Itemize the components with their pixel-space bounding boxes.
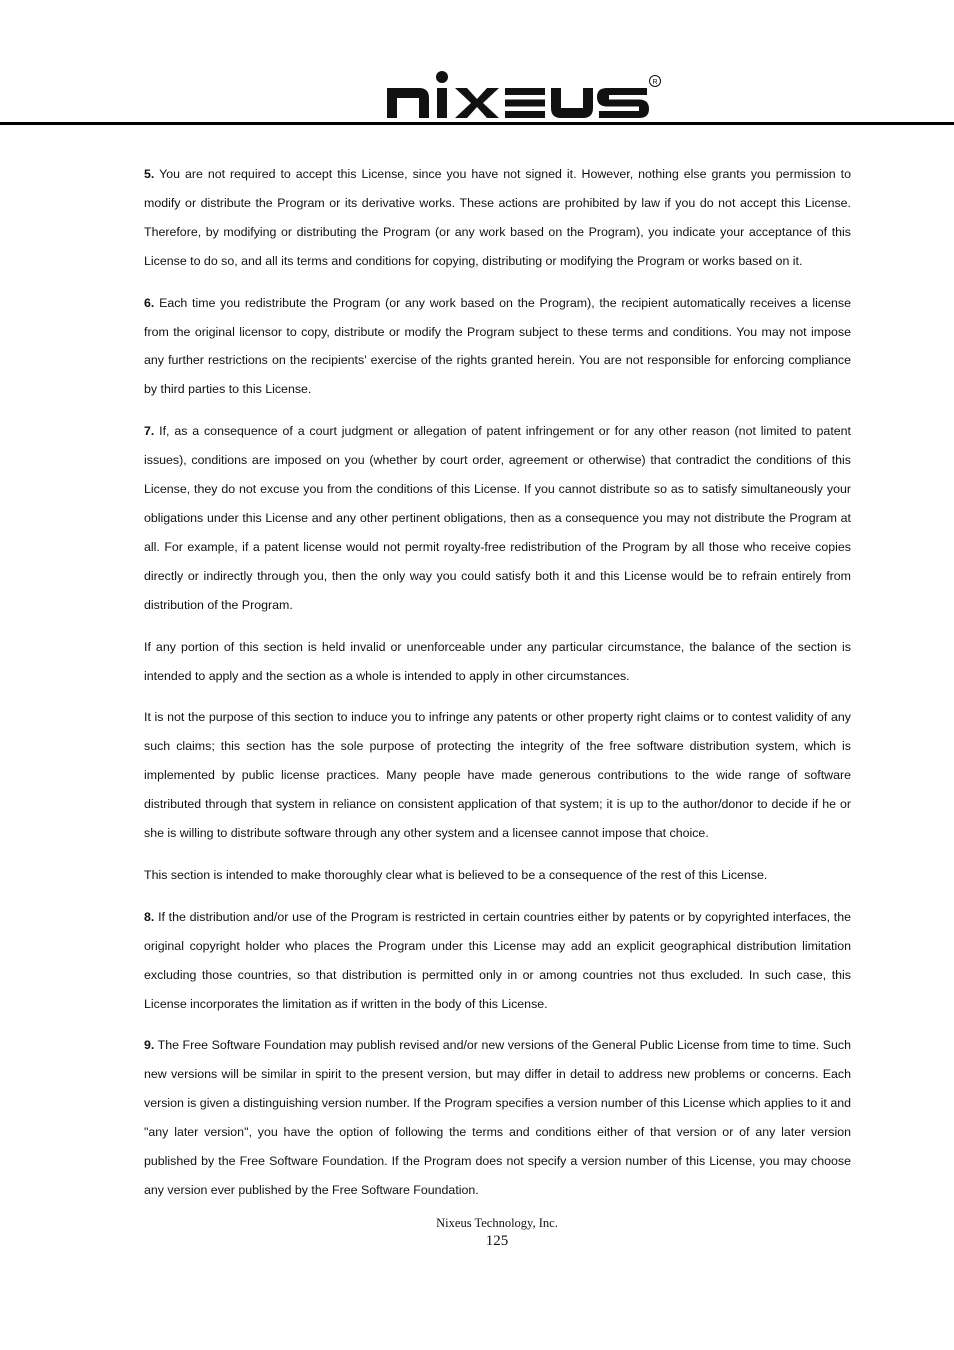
paragraph-section-9: [144, 1031, 851, 1204]
paragraph-text: Each time you redistribute the Program (or any work based on the Program), the recipient automatically receives a license from the original licensor to copy, distribute or modify the Program subject to these terms and conditions. You may not impose any further restrictions on the recipients' exercise of the rights granted herein. You are not responsible for enforcing compliance by third parties to this License.: [144, 295, 851, 397]
svg-text:R: R: [652, 79, 658, 86]
paragraph-section-6: [144, 289, 851, 405]
paragraph-section-7-purpose: [144, 703, 851, 848]
paragraph-text: It is not the purpose of this section to induce you to infringe any patents or other property right claims or to contest validity of any such claims; this section has the sole purpose of protecting the integrity of the free software distribution system, which is implemented by public license practices. Many people have made generous contributions to the wide range of software distributed through that system in reliance on consistent application of that system; it is up to the author/donor to decide if he or she is willing to distribute software through any other system and a licensee cannot impose that choice.: [144, 710, 851, 841]
registered-mark-icon: [650, 76, 661, 87]
header-divider: [0, 122, 954, 125]
paragraph-text: If any portion of this section is held invalid or unenforceable under any particular circumstance, the balance of the section is intended to apply and the section as a whole is intended to apply in other circumstances.: [144, 639, 851, 683]
license-body: [144, 160, 851, 1218]
paragraph-section-5: [144, 160, 851, 276]
nixeus-logo: [385, 68, 665, 122]
paragraph-section-7: [144, 417, 851, 619]
section-number: 6.: [144, 295, 155, 310]
section-number: 9.: [144, 1038, 155, 1053]
section-number: 7.: [144, 424, 155, 439]
paragraph-text: You are not required to accept this License, since you have not signed it. However, nothing else grants you permission to modify or distribute the Program or its derivative works. These actions are prohibited by law if you do not accept this License. Therefore, by modifying or distributing the Program (or any work based on the Program), you indicate your acceptance of this License to do so, and all its terms and conditions for copying, distributing or modifying the Program or works based on it.: [144, 167, 851, 268]
paragraph-text: The Free Software Foundation may publish revised and/or new versions of the General Public License from time to time. Such new versions will be similar in spirit to the present version, but may differ in detail to address new problems or concerns. Each version is given a distinguishing version number. If the Program specifies a version number of this License which applies to it and "any later version", you have the option of following the terms and conditions either of that version or of any later version published by the Free Software Foundation. If the Program does not specify a version number of this License, you may choose any version ever published by the Free Software Foundation.: [144, 1038, 851, 1197]
paragraph-section-7-invalid-portion: [144, 633, 851, 691]
paragraph-section-7-clarification: [144, 861, 851, 890]
page-header: [0, 0, 954, 128]
paragraph-text: If, as a consequence of a court judgment or allegation of patent infringement or for any other reason (not limited to patent issues), conditions are imposed on you (whether by court order, agreement or otherwise) that contradict the conditions of this License, they do not excuse you from the conditions of this License. If you cannot distribute so as to satisfy simultaneously your obligations under this License and any other pertinent obligations, then as a consequence you may not distribute the Program at all. For example, if a patent license would not permit royalty-free redistribution of the Program by all those who receive copies directly or indirectly through you, then the only way you could satisfy both it and this License would be to refrain entirely from distribution of the Program.: [144, 424, 851, 612]
section-number: 8.: [144, 909, 155, 924]
section-number: 5.: [144, 167, 155, 181]
paragraph-text: If the distribution and/or use of the Program is restricted in certain countries either by patents or by copyrighted interfaces, the original copyright holder who places the Program under this License may add an explicit geographical distribution limitation excluding those countries, so that distribution is permitted only in or among countries not thus excluded. In such case, this License incorporates the limitation as if written in the body of this License.: [144, 909, 851, 1011]
paragraph-text: This section is intended to make thoroughly clear what is believed to be a consequence of the rest of this License.: [144, 867, 768, 882]
paragraph-section-8: [144, 903, 851, 1019]
page-footer: [0, 1216, 954, 1250]
page-number: 125: [485, 1233, 509, 1249]
company-name: Nixeus Technology, Inc.: [436, 1216, 558, 1230]
